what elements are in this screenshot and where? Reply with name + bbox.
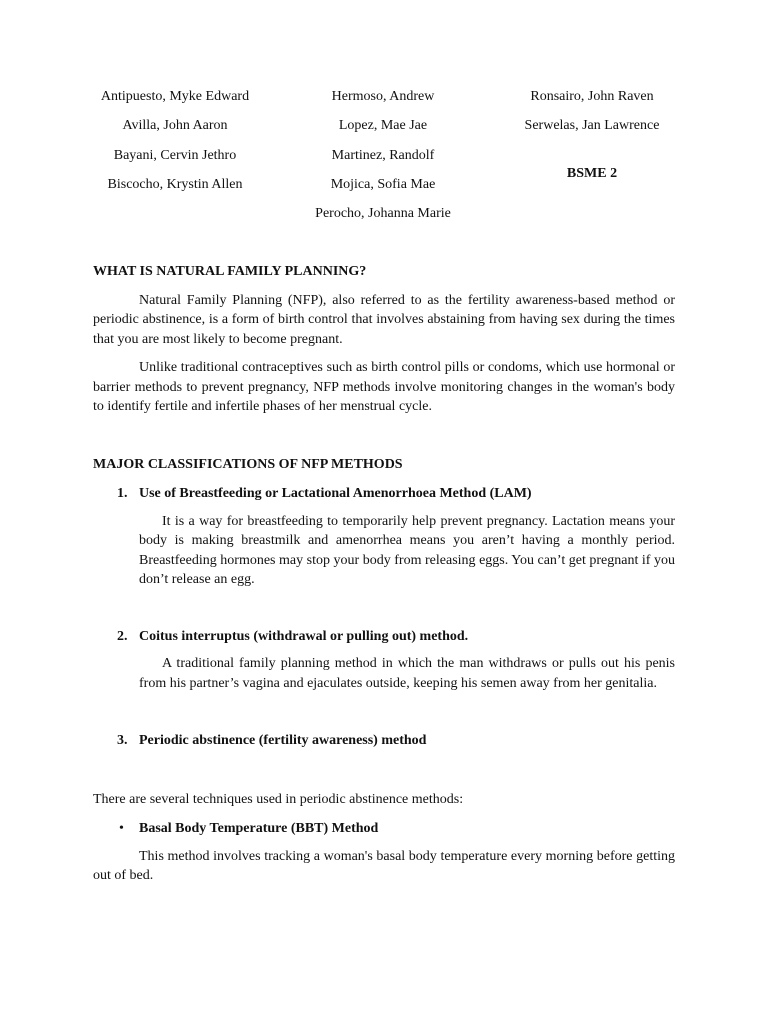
author-name: Avilla, John Aaron: [122, 118, 228, 134]
paragraph: Natural Family Planning (NFP), also referred to as the fertility awareness-based method or periodic abstinence, is a form of birth control that involves abstaining from having sex during the times that you are most likely to become pregnant.: [93, 292, 675, 347]
author-column-3: [512, 87, 672, 183]
paragraph: Unlike traditional contraceptives such as birth control pills or condoms, which use hormonal or barrier methods to prevent pregnancy, NFP methods involve monitoring changes in the woman's body to identify fertile and infertile phases of her menstrual cycle.: [93, 360, 675, 414]
list-number: 2.: [117, 628, 128, 644]
author-column-1: [95, 87, 255, 204]
list-item-body: It is a way for breastfeeding to temporarily help prevent pregnancy. Lactation means your body is making breastmilk and amenorrhea means you aren’t having a monthly period. Breastfeeding hormones may stop your body from releasing eggs. You can’t get pregnant if you don’t release an egg.: [139, 513, 675, 587]
section-heading-nfp: WHAT IS NATURAL FAMILY PLANNING?: [93, 264, 367, 279]
technique-body: This method involves tracking a woman's basal body temperature every morning before getting out of bed.: [93, 848, 675, 883]
author-name: Serwelas, Jan Lawrence: [524, 118, 660, 134]
author-name: Antipuesto, Myke Edward: [100, 89, 250, 104]
author-name: Ronsairo, John Raven: [530, 89, 654, 104]
list-item-title: Periodic abstinence (fertility awareness) method: [139, 733, 427, 748]
author-name: Mojica, Sofia Mae: [330, 176, 436, 192]
list-item-body: A traditional family planning method in which the man withdraws or pulls out his penis from his partner’s vagina and ejaculates outside, keeping his semen away from her genitalia.: [139, 656, 675, 691]
techniques-intro: There are several techniques used in periodic abstinence methods:: [93, 791, 464, 807]
author-column-2: [303, 87, 463, 233]
list-item: [93, 731, 675, 751]
technique-title: Basal Body Temperature (BBT) Method: [139, 821, 379, 836]
author-name: Hermoso, Andrew: [331, 89, 435, 104]
author-name: Bayani, Cervin Jethro: [113, 147, 237, 163]
author-name: Martinez, Randolf: [331, 147, 435, 163]
list-number: 3.: [117, 733, 128, 748]
list-item: [93, 484, 675, 590]
author-name: Biscocho, Krystin Allen: [107, 176, 243, 192]
list-item-title: Use of Breastfeeding or Lactational Amenorrhoea Method (LAM): [139, 486, 532, 501]
author-name: Perocho, Johanna Marie: [315, 206, 451, 222]
author-name: Lopez, Mae Jae: [338, 118, 428, 134]
list-item-title: Coitus interruptus (withdrawal or pulling out) method.: [139, 628, 469, 644]
list-number: 1.: [117, 486, 128, 501]
technique-item: [93, 819, 675, 886]
methods-list: [93, 484, 675, 751]
section-heading-classifications: MAJOR CLASSIFICATIONS OF NFP METHODS: [93, 456, 403, 472]
list-item: [93, 627, 675, 694]
section-label: BSME 2: [566, 165, 618, 181]
bullet-icon: •: [119, 821, 124, 836]
document-body: [93, 262, 675, 886]
